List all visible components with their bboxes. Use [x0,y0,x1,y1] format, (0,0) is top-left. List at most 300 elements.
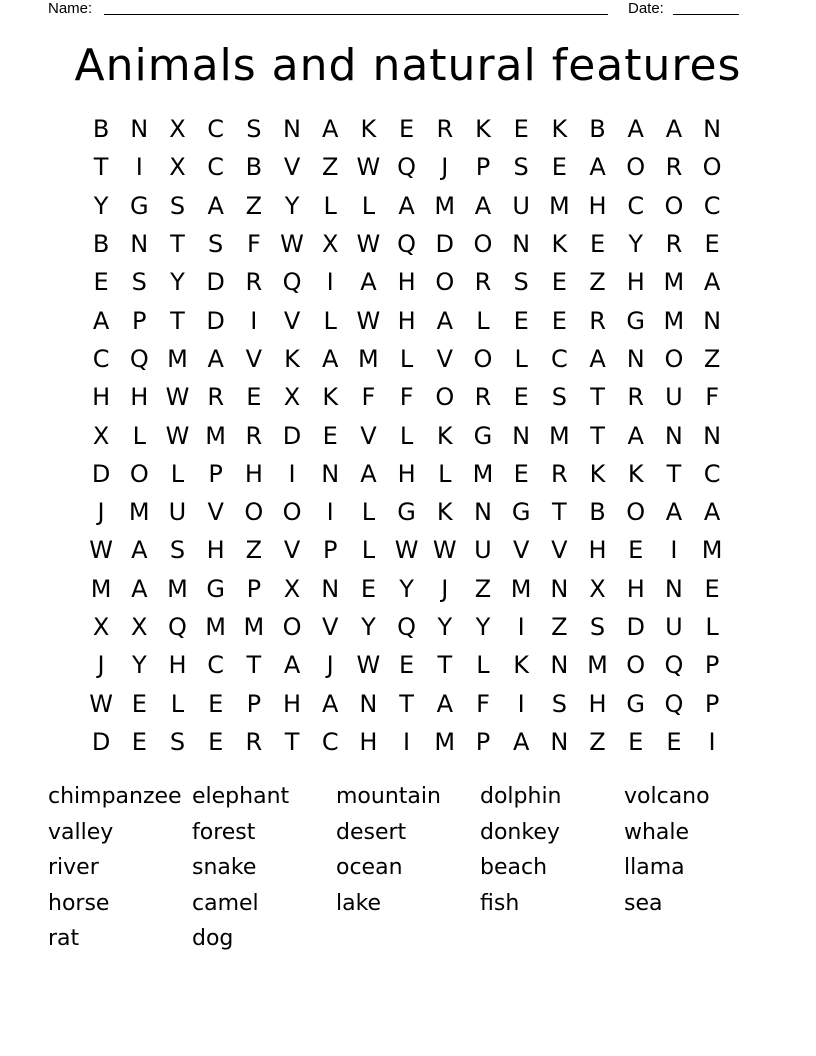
grid-cell: I [288,459,296,488]
grid-cell: P [246,689,262,718]
grid-cell: Z [551,613,568,641]
grid-cell: B [92,115,110,144]
grid-cell: G [626,689,646,718]
grid-cell: A [131,536,148,565]
grid-cell: P [704,689,720,718]
grid-cell: H [244,459,263,488]
grid-cell: Q [282,268,302,297]
grid-cell: O [664,191,684,220]
grid-cell: H [588,191,607,220]
grid-cell: W [165,383,190,412]
grid-cell: A [360,459,377,488]
grid-cell: E [208,689,224,718]
grid-cell: S [169,536,186,565]
grid-cell: A [436,306,453,335]
name-blank-line [104,0,608,15]
grid-cell: O [473,344,493,373]
grid-cell: H [588,536,607,565]
word-list-item: dolphin [480,784,562,809]
grid-cell: K [627,459,644,488]
grid-cell: H [397,306,416,335]
grid-cell: T [399,689,414,718]
grid-cell: A [207,191,224,220]
grid-cell: H [588,689,607,718]
grid-cell: R [245,421,263,450]
grid-cell: I [517,613,525,641]
grid-cell: E [589,230,606,259]
grid-cell: M [472,459,494,488]
grid-cell: N [664,421,683,450]
date-label: Date: [628,0,664,17]
grid-cell: L [361,498,376,527]
grid-cell: O [435,383,455,412]
grid-cell: D [91,459,111,488]
word-list [48,779,768,957]
grid-cell: C [92,344,110,373]
grid-cell: M [434,727,456,756]
grid-cell: Y [170,268,185,297]
grid-cell: N [703,421,722,450]
grid-cell: H [626,268,645,297]
grid-cell: X [169,115,186,144]
grid-cell: C [207,153,225,182]
grid-cell: V [283,306,301,335]
grid-cell: N [473,498,492,527]
word-list-item: valley [48,819,114,845]
grid-cell: Z [474,574,492,603]
grid-cell: E [513,459,529,488]
word-list-item: beach [480,855,548,881]
grid-cell: E [704,230,720,259]
grid-cell: K [360,115,377,144]
grid-cell: P [132,306,147,335]
grid-cell: U [665,613,683,641]
grid-cell: H [283,689,302,718]
grid-cell: C [627,191,645,220]
grid-cell: O [626,651,646,680]
grid-cell: I [517,689,525,718]
grid-cell: E [399,651,415,680]
grid-cell: S [513,268,529,297]
grid-cell: O [626,498,646,527]
grid-cell: E [628,536,644,565]
grid-cell: N [283,115,301,144]
grid-cell: T [552,498,567,527]
grid-cell: H [397,268,416,297]
grid-cell: W [89,689,113,718]
grid-cell: O [702,153,722,182]
grid-cell: K [551,230,568,259]
grid-cell: N [359,689,378,718]
grid-cell: C [207,115,225,144]
grid-cell: K [284,344,300,373]
grid-cell: R [474,383,492,412]
word-list-item: mountain [336,784,441,809]
grid-cell: I [326,498,334,527]
grid-cell: W [280,230,304,259]
grid-cell: A [398,191,415,220]
grid-cell: V [283,153,301,182]
grid-cell: W [89,536,113,565]
word-list-item: ocean [336,855,403,881]
grid-cell: Q [664,651,684,680]
word-list-item: dog [192,926,234,952]
grid-cell: A [436,689,453,718]
grid-cell: Z [245,191,263,220]
grid-cell: N [321,574,340,603]
word-list-item: chimpanzee [48,784,182,809]
grid-cell: A [703,498,721,527]
grid-cell: O [282,498,302,527]
grid-cell: E [628,727,644,756]
grid-cell: Z [589,727,606,756]
grid-cell: T [93,153,109,182]
grid-cell: Y [628,230,644,259]
grid-cell: E [513,115,529,144]
grid-cell: T [284,727,300,756]
grid-cell: N [130,115,149,144]
grid-cell: E [399,115,415,144]
grid-cell: Y [475,613,491,641]
grid-cell: A [589,153,606,182]
grid-cell: M [548,421,570,450]
grid-cell: S [513,153,529,182]
grid-cell: E [551,153,567,182]
grid-cell: V [322,613,339,641]
grid-cell: Y [437,613,453,641]
grid-cell: M [243,613,265,641]
grid-cell: M [128,498,150,527]
grid-cell: S [551,689,567,718]
grid-cell: M [548,191,570,220]
grid-cell: R [627,383,645,412]
grid-cell: D [626,613,645,641]
grid-cell: Q [168,613,187,641]
grid-cell: W [356,230,381,259]
grid-cell: K [436,421,453,450]
word-list-item: camel [192,890,259,916]
grid-cell: T [246,651,262,680]
grid-cell: X [283,383,301,412]
grid-cell: P [208,459,223,488]
grid-cell: Q [664,689,684,718]
grid-cell: V [283,536,301,565]
grid-cell: J [326,651,334,680]
grid-cell: R [245,268,263,297]
grid-cell: F [476,689,490,718]
grid-cell: G [206,574,225,603]
grid-cell: E [513,306,529,335]
grid-cell: M [167,344,188,373]
grid-cell: N [321,459,340,488]
grid-cell: L [514,344,528,373]
grid-cell: M [205,421,227,450]
word-list-item: forest [192,819,256,845]
word-list-item: sea [624,890,663,916]
grid-cell: W [356,306,381,335]
grid-cell: M [167,574,188,603]
grid-cell: L [399,421,414,450]
grid-cell: B [245,153,263,182]
grid-cell: Y [93,191,109,220]
grid-cell: H [92,383,111,412]
grid-cell: M [587,651,608,680]
grid-cell: B [589,498,606,527]
grid-cell: S [131,268,147,297]
grid-cell: V [551,536,568,565]
grid-cell: A [665,115,683,144]
word-list-item: fish [480,890,520,916]
grid-cell: E [513,383,529,412]
grid-cell: L [476,306,490,335]
grid-cell: F [705,383,719,412]
grid-cell: S [169,727,186,756]
grid-cell: H [397,459,416,488]
grid-cell: K [322,383,339,412]
grid-cell: K [475,115,491,144]
grid-cell: R [589,306,606,335]
grid-cell: N [130,230,149,259]
grid-cell: X [92,421,110,450]
grid-cell: M [701,536,723,565]
grid-cell: L [476,651,490,680]
worksheet-header [48,0,740,20]
grid-cell: L [399,344,414,373]
grid-cell: R [245,727,263,756]
grid-cell: A [207,344,224,373]
grid-cell: D [206,306,225,335]
grid-cell: N [703,306,722,335]
word-list-item: llama [624,855,685,881]
grid-cell: M [205,613,227,641]
grid-cell: L [323,191,337,220]
grid-cell: M [663,268,685,297]
grid-cell: Z [703,344,721,373]
grid-cell: N [512,421,531,450]
grid-cell: C [703,191,721,220]
grid-cell: W [394,536,419,565]
grid-cell: A [474,191,492,220]
grid-cell: X [131,613,148,641]
grid-cell: E [131,689,147,718]
grid-cell: Z [321,153,339,182]
name-label: Name: [48,0,93,17]
grid-cell: T [666,459,682,488]
grid-cell: M [663,306,685,335]
page-title: Animals and natural features [74,40,742,91]
grid-cell: X [92,613,110,641]
grid-cell: V [207,498,224,527]
grid-cell: V [512,536,530,565]
word-list-item: rat [48,926,80,952]
grid-cell: R [474,268,492,297]
grid-cell: I [670,536,678,565]
grid-cell: L [170,689,185,718]
grid-cell: Q [397,613,417,641]
grid-cell: P [322,536,338,565]
grid-cell: L [705,613,719,641]
grid-cell: Y [361,613,376,641]
grid-cell: B [92,230,110,259]
grid-cell: X [321,230,339,259]
grid-cell: C [207,651,225,680]
grid-cell: V [360,421,377,450]
word-list-item: desert [336,819,407,845]
grid-cell: A [703,268,721,297]
grid-cell: C [321,727,339,756]
grid-cell: O [282,613,302,641]
grid-cell: H [206,536,225,565]
word-list-item: donkey [480,819,560,845]
grid-cell: E [551,306,567,335]
grid-cell: G [626,306,646,335]
grid-cell: D [206,268,225,297]
grid-cell: L [132,421,146,450]
grid-cell: N [512,230,531,259]
grid-cell: U [168,498,187,527]
grid-cell: N [550,574,569,603]
grid-cell: W [356,153,381,182]
grid-cell: A [665,498,683,527]
grid-cell: Q [397,230,417,259]
grid-cell: U [512,191,530,220]
grid-cell: G [129,191,149,220]
grid-cell: G [473,421,493,450]
grid-cell: X [169,153,186,182]
grid-cell: P [246,574,262,603]
grid-cell: I [135,153,143,182]
grid-cell: H [130,383,149,412]
word-list-item: lake [336,890,382,916]
grid-cell: I [250,306,258,335]
grid-cell: A [627,115,644,144]
grid-cell: I [403,727,411,756]
grid-cell: M [434,191,456,220]
grid-cell: E [131,727,147,756]
grid-cell: R [436,115,454,144]
grid-cell: H [359,727,378,756]
grid-cell: N [550,727,569,756]
grid-cell: A [322,344,339,373]
grid-cell: U [474,536,492,565]
grid-cell: T [437,651,453,680]
grid-cell: S [169,191,186,220]
grid-cell: V [245,344,263,373]
grid-cell: R [665,153,683,182]
grid-cell: Q [397,153,417,182]
grid-cell: L [361,536,376,565]
grid-cell: O [435,268,455,297]
grid-cell: B [589,115,606,144]
grid-cell: G [397,498,416,527]
grid-cell: L [438,459,452,488]
grid-cell: U [665,383,683,412]
grid-cell: A [283,651,301,680]
grid-cell: P [475,153,491,182]
grid-cell: E [246,383,262,412]
letter-grid [82,110,731,761]
grid-cell: M [510,574,532,603]
grid-cell: S [246,115,262,144]
word-list-item: elephant [192,784,290,809]
grid-cell: K [436,498,453,527]
grid-cell: X [283,574,301,603]
grid-cell: O [664,344,684,373]
grid-cell: R [207,383,224,412]
grid-cell: K [513,651,530,680]
grid-cell: A [512,727,530,756]
grid-cell: E [360,574,376,603]
grid-cell: T [590,421,605,450]
grid-cell: G [511,498,531,527]
grid-cell: F [246,230,261,259]
grid-cell: T [170,306,185,335]
word-list-item: whale [624,819,690,845]
grid-cell: T [590,383,605,412]
grid-cell: F [361,383,376,412]
grid-cell: N [550,651,569,680]
grid-cell: M [358,344,379,373]
grid-cell: W [432,536,457,565]
grid-cell: W [165,421,190,450]
grid-cell: E [93,268,109,297]
word-list-item: river [48,855,99,881]
grid-cell: S [551,383,567,412]
grid-cell: D [282,421,302,450]
grid-cell: Q [129,344,149,373]
grid-cell: J [441,153,449,182]
grid-cell: P [704,651,720,680]
grid-cell: S [208,230,224,259]
grid-cell: M [90,574,112,603]
grid-cell: V [436,344,453,373]
grid-cell: N [703,115,722,144]
grid-cell: I [326,268,334,297]
date-blank-line [673,0,739,15]
word-list-item: horse [48,890,110,916]
grid-cell: C [703,459,721,488]
grid-cell: Z [589,268,606,297]
grid-cell: S [589,613,606,641]
grid-cell: R [551,459,568,488]
grid-cell: E [208,727,224,756]
grid-cell: T [170,230,185,259]
grid-cell: A [627,421,644,450]
grid-cell: K [589,459,606,488]
grid-cell: A [322,115,339,144]
grid-cell: H [626,574,645,603]
grid-cell: R [665,230,683,259]
grid-cell: E [666,727,682,756]
grid-cell: L [323,306,337,335]
grid-cell: O [626,153,646,182]
grid-cell: A [322,689,339,718]
grid-cell: L [361,191,376,220]
grid-cell: A [589,344,606,373]
grid-cell: N [664,574,683,603]
grid-cell: E [322,421,338,450]
grid-cell: X [589,574,606,603]
word-list-item: snake [192,855,257,881]
grid-cell: D [435,230,455,259]
grid-cell: O [473,230,493,259]
grid-cell: Y [399,574,414,603]
grid-cell: H [168,651,187,680]
grid-cell: L [170,459,185,488]
word-list-item: volcano [624,784,710,809]
grid-cell: Y [284,191,300,220]
grid-cell: Z [245,536,263,565]
